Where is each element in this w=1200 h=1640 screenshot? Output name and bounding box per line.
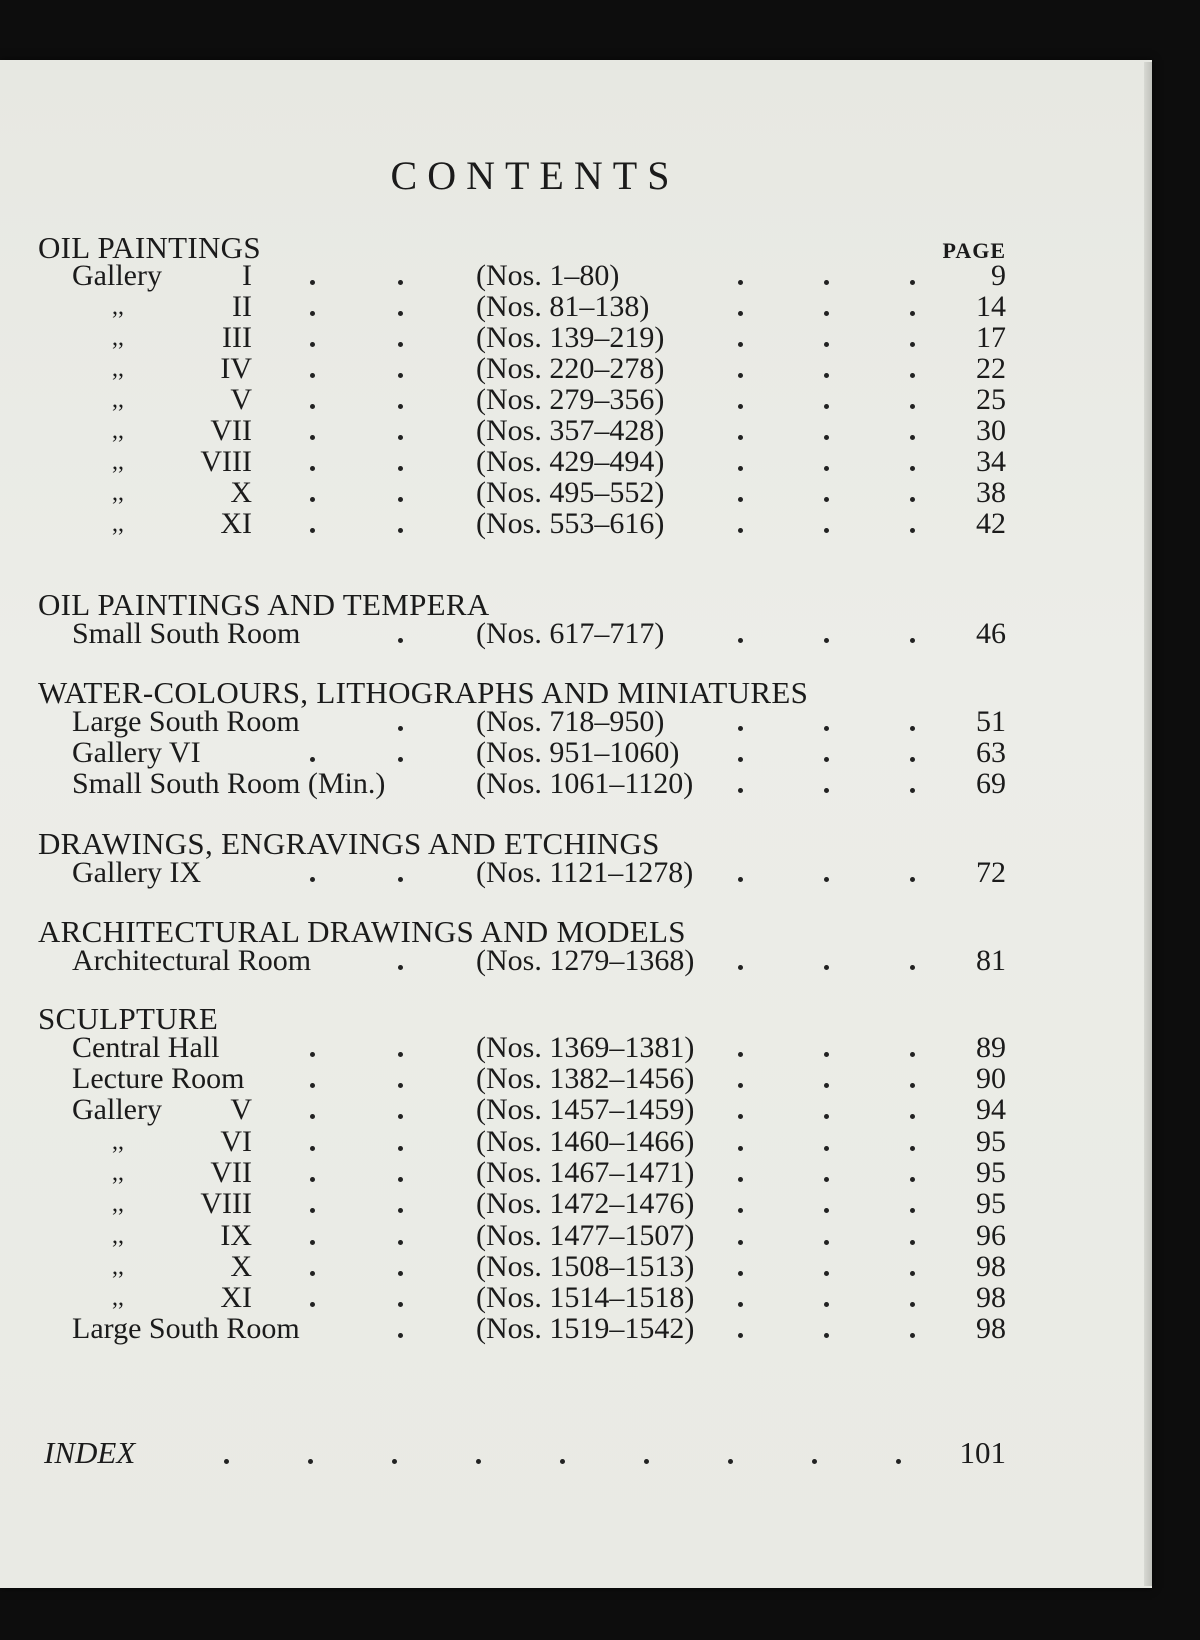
section-heading: ARCHITECTURAL DRAWINGS AND MODELS [38, 914, 686, 949]
leader-dot [824, 1083, 829, 1088]
catalogue-range: (Nos. 1514–1518) [476, 1281, 695, 1314]
toc-row [0, 477, 1152, 509]
leader-dot [824, 877, 829, 882]
page-number: 34 [976, 445, 1006, 478]
room-name: Architectural Room [72, 944, 312, 977]
ditto-mark: ,, [112, 1129, 124, 1155]
section-heading: WATER-COLOURS, LITHOGRAPHS AND MINIATURES [38, 675, 809, 710]
leader-dot [398, 1083, 403, 1088]
leader-dot [738, 1052, 743, 1057]
leader-dot [910, 1052, 915, 1057]
page-number: 22 [976, 352, 1006, 385]
ditto-mark: ,, [112, 387, 124, 413]
leader-dot [310, 435, 315, 440]
page-number: 94 [976, 1093, 1006, 1126]
leader-dot [398, 373, 403, 378]
page-number: 96 [976, 1219, 1006, 1252]
toc-row [0, 618, 1152, 650]
leader-dot [824, 342, 829, 347]
leader-dot [738, 788, 743, 793]
leader-dot [398, 1052, 403, 1057]
leader-dot [910, 497, 915, 502]
ditto-mark: ,, [112, 294, 124, 320]
catalogue-range: (Nos. 429–494) [476, 445, 665, 478]
leader-dot [310, 404, 315, 409]
leader-dot [738, 1083, 743, 1088]
leader-dot [910, 757, 915, 762]
toc-row [0, 1188, 1152, 1220]
leader-dot [398, 1114, 403, 1119]
ditto-mark: ,, [112, 1254, 124, 1280]
leader-dot [476, 1459, 481, 1464]
toc-row [0, 857, 1152, 889]
leader-dot [910, 877, 915, 882]
leader-dot [824, 788, 829, 793]
leader-dot [910, 311, 915, 316]
leader-dot [398, 877, 403, 882]
toc-row [0, 1251, 1152, 1283]
gallery-number: VI [220, 1125, 252, 1158]
catalogue-range: (Nos. 139–219) [476, 321, 665, 354]
gallery-number: XI [220, 1281, 252, 1314]
leader-dot [738, 1240, 743, 1245]
gallery-number: I [242, 259, 252, 292]
leader-dot [398, 404, 403, 409]
leader-dot [824, 1240, 829, 1245]
leader-dot [824, 726, 829, 731]
leader-dot [824, 638, 829, 643]
leader-dot [910, 726, 915, 731]
ditto-mark: ,, [112, 1223, 124, 1249]
leader-dot [910, 788, 915, 793]
leader-dot [398, 528, 403, 533]
leader-dot [910, 1083, 915, 1088]
section-heading: OIL PAINTINGS [38, 230, 261, 265]
leader-dot [824, 1271, 829, 1276]
leader-dot [560, 1459, 565, 1464]
page-number: 42 [976, 507, 1006, 540]
page-number: 69 [976, 767, 1006, 800]
leader-dot [310, 1240, 315, 1245]
leader-dot [738, 404, 743, 409]
leader-dot [310, 1302, 315, 1307]
catalogue-range: (Nos. 1467–1471) [476, 1156, 695, 1189]
ditto-mark: ,, [112, 449, 124, 475]
leader-dot [824, 1146, 829, 1151]
leader-dot [738, 877, 743, 882]
leader-dot [824, 280, 829, 285]
catalogue-range: (Nos. 1457–1459) [476, 1093, 695, 1126]
leader-dot [738, 435, 743, 440]
gallery-number: VII [210, 414, 252, 447]
leader-dot [398, 1146, 403, 1151]
gallery-number: X [230, 1250, 252, 1283]
leader-dot [738, 1208, 743, 1213]
catalogue-range: (Nos. 553–616) [476, 507, 665, 540]
leader-dot [398, 497, 403, 502]
leader-dot [824, 311, 829, 316]
leader-dot [310, 497, 315, 502]
catalogue-range: (Nos. 617–717) [476, 617, 665, 650]
leader-dot [824, 466, 829, 471]
leader-dot [910, 1271, 915, 1276]
toc-row [0, 291, 1152, 323]
page-number: 25 [976, 383, 1006, 416]
page-number: 9 [991, 259, 1006, 292]
leader-dot [738, 311, 743, 316]
leader-dot [910, 1302, 915, 1307]
gallery-number: VII [210, 1156, 252, 1189]
gallery-number: III [222, 321, 252, 354]
leader-dot [398, 965, 403, 970]
ditto-mark: ,, [112, 1285, 124, 1311]
leader-dot [824, 404, 829, 409]
page-number: 17 [976, 321, 1006, 354]
leader-dot [738, 466, 743, 471]
leader-dot [824, 435, 829, 440]
toc-row [0, 353, 1152, 385]
toc-row [0, 706, 1152, 738]
leader-dot [738, 1302, 743, 1307]
leader-dot [392, 1459, 397, 1464]
gallery-number: VIII [200, 1187, 252, 1220]
leader-dot [398, 638, 403, 643]
catalogue-range: (Nos. 951–1060) [476, 736, 680, 769]
leader-dot [398, 1302, 403, 1307]
toc-row [0, 1220, 1152, 1252]
leader-dot [738, 280, 743, 285]
page-number: 81 [976, 944, 1006, 977]
leader-dot [910, 435, 915, 440]
room-name: Gallery [72, 1093, 162, 1126]
leader-dot [224, 1459, 229, 1464]
leader-dot [310, 877, 315, 882]
leader-dot [310, 1083, 315, 1088]
page-number: 63 [976, 736, 1006, 769]
leader-dot [910, 1208, 915, 1213]
ditto-mark: ,, [112, 418, 124, 444]
leader-dot [398, 280, 403, 285]
room-name: Large South Room [72, 1312, 300, 1345]
page-title: CONTENTS [390, 153, 680, 198]
room-name: Gallery VI [72, 736, 201, 769]
page-number: 95 [976, 1156, 1006, 1189]
index-page: 101 [959, 1435, 1006, 1470]
leader-dot [910, 1114, 915, 1119]
leader-dot [644, 1459, 649, 1464]
leader-dot [910, 1177, 915, 1182]
leader-dot [738, 373, 743, 378]
ditto-mark: ,, [112, 356, 124, 382]
leader-dot [812, 1459, 817, 1464]
leader-dot [738, 1114, 743, 1119]
catalogue-range: (Nos. 220–278) [476, 352, 665, 385]
leader-dot [310, 528, 315, 533]
ditto-mark: ,, [112, 480, 124, 506]
room-name: Lecture Room [72, 1062, 245, 1095]
catalogue-range: (Nos. 357–428) [476, 414, 665, 447]
gallery-number: IX [220, 1219, 252, 1252]
page-column-label: PAGE [942, 238, 1006, 263]
catalogue-range: (Nos. 718–950) [476, 705, 665, 738]
leader-dot [310, 466, 315, 471]
catalogue-range: (Nos. 81–138) [476, 290, 650, 323]
page-number: 98 [976, 1281, 1006, 1314]
toc-row [0, 945, 1152, 977]
toc-row [0, 1313, 1152, 1345]
leader-dot [824, 1333, 829, 1338]
toc-row [0, 384, 1152, 416]
ditto-mark: ,, [112, 1191, 124, 1217]
page-number: 98 [976, 1250, 1006, 1283]
leader-dot [310, 1177, 315, 1182]
leader-dot [910, 1146, 915, 1151]
catalogue-range: (Nos. 279–356) [476, 383, 665, 416]
catalogue-range: (Nos. 1508–1513) [476, 1250, 695, 1283]
leader-dot [738, 1177, 743, 1182]
leader-dot [910, 466, 915, 471]
ditto-mark: ,, [112, 325, 124, 351]
room-name: Gallery [72, 259, 162, 292]
leader-dot [310, 1052, 315, 1057]
catalogue-range: (Nos. 1–80) [476, 259, 620, 292]
leader-dot [310, 373, 315, 378]
section-heading: SCULPTURE [38, 1001, 219, 1036]
leader-dot [310, 342, 315, 347]
room-name: Gallery IX [72, 856, 202, 889]
leader-dot [398, 342, 403, 347]
room-name: Small South Room [72, 617, 301, 650]
index-label: INDEX [44, 1435, 136, 1470]
catalogue-range: (Nos. 1460–1466) [476, 1125, 695, 1158]
leader-dot [824, 497, 829, 502]
leader-dot [824, 965, 829, 970]
catalogue-range: (Nos. 1382–1456) [476, 1062, 695, 1095]
catalogue-range: (Nos. 495–552) [476, 476, 665, 509]
leader-dot [824, 1052, 829, 1057]
leader-dot [398, 466, 403, 471]
leader-dot [910, 1333, 915, 1338]
leader-dot [398, 311, 403, 316]
leader-dot [738, 497, 743, 502]
leader-dot [738, 638, 743, 643]
leader-dot [398, 1333, 403, 1338]
leader-dot [738, 965, 743, 970]
leader-dot [398, 726, 403, 731]
page-number: 51 [976, 705, 1006, 738]
page-number: 14 [976, 290, 1006, 323]
leader-dot [738, 342, 743, 347]
catalogue-range: (Nos. 1472–1476) [476, 1187, 695, 1220]
leader-dot [896, 1459, 901, 1464]
gallery-number: X [230, 476, 252, 509]
page-number: 46 [976, 617, 1006, 650]
gallery-number: V [230, 1093, 252, 1126]
toc-row [0, 446, 1152, 478]
toc-row [0, 322, 1152, 354]
room-name: Central Hall [72, 1031, 220, 1064]
leader-dot [910, 638, 915, 643]
catalogue-range: (Nos. 1519–1542) [476, 1312, 695, 1345]
leader-dot [310, 1208, 315, 1213]
leader-dot [310, 1114, 315, 1119]
toc-row [0, 1094, 1152, 1126]
catalogue-range: (Nos. 1279–1368) [476, 944, 695, 977]
leader-dot [310, 280, 315, 285]
book-page [0, 60, 1152, 1588]
leader-dot [910, 373, 915, 378]
leader-dot [398, 757, 403, 762]
toc-row [0, 1032, 1152, 1064]
page-number: 89 [976, 1031, 1006, 1064]
leader-dot [738, 1333, 743, 1338]
leader-dot [310, 757, 315, 762]
toc-row [0, 1282, 1152, 1314]
catalogue-range: (Nos. 1061–1120) [476, 767, 694, 800]
leader-dot [824, 528, 829, 533]
toc-row [0, 1157, 1152, 1189]
index-entry [44, 1435, 1044, 1471]
page-number: 38 [976, 476, 1006, 509]
leader-dot [824, 1302, 829, 1307]
leader-dot [398, 1177, 403, 1182]
toc-row [0, 1126, 1152, 1158]
gallery-number: XI [220, 507, 252, 540]
leader-dot [824, 1177, 829, 1182]
gallery-number: IV [220, 352, 252, 385]
page-number: 98 [976, 1312, 1006, 1345]
toc-row [0, 1063, 1152, 1095]
ditto-mark: ,, [112, 1160, 124, 1186]
page-number: 95 [976, 1125, 1006, 1158]
leader-dot [398, 1240, 403, 1245]
room-name: Small South Room (Min.) [72, 767, 386, 800]
leader-dot [824, 1208, 829, 1213]
catalogue-range: (Nos. 1369–1381) [476, 1031, 695, 1064]
gallery-number: II [232, 290, 252, 323]
gallery-number: VIII [200, 445, 252, 478]
section-heading: DRAWINGS, ENGRAVINGS AND ETCHINGS [38, 826, 660, 861]
page-number: 30 [976, 414, 1006, 447]
leader-dot [310, 311, 315, 316]
leader-dot [824, 373, 829, 378]
leader-dot [910, 965, 915, 970]
leader-dot [308, 1459, 313, 1464]
leader-dot [910, 280, 915, 285]
page-number: 95 [976, 1187, 1006, 1220]
toc-row [0, 415, 1152, 447]
leader-dot [910, 342, 915, 347]
toc-row [0, 768, 1152, 800]
toc-row [0, 260, 1152, 292]
leader-dot [398, 435, 403, 440]
leader-dot [738, 757, 743, 762]
page-number: 72 [976, 856, 1006, 889]
leader-dot [310, 1146, 315, 1151]
leader-dot [398, 1271, 403, 1276]
leader-dot [738, 726, 743, 731]
leader-dot [824, 1114, 829, 1119]
leader-dot [398, 1208, 403, 1213]
leader-dot [910, 404, 915, 409]
section-heading: OIL PAINTINGS AND TEMPERA [38, 587, 490, 622]
toc-row [0, 737, 1152, 769]
catalogue-range: (Nos. 1121–1278) [476, 856, 694, 889]
page-number: 90 [976, 1062, 1006, 1095]
leader-dot [738, 528, 743, 533]
leader-dot [310, 1271, 315, 1276]
ditto-mark: ,, [112, 511, 124, 537]
toc-row [0, 508, 1152, 540]
leader-dot [910, 528, 915, 533]
leader-dot [824, 757, 829, 762]
leader-dot [910, 1240, 915, 1245]
leader-dot [728, 1459, 733, 1464]
leader-dot [738, 1146, 743, 1151]
room-name: Large South Room [72, 705, 300, 738]
catalogue-range: (Nos. 1477–1507) [476, 1219, 695, 1252]
leader-dot [738, 1271, 743, 1276]
gallery-number: V [230, 383, 252, 416]
